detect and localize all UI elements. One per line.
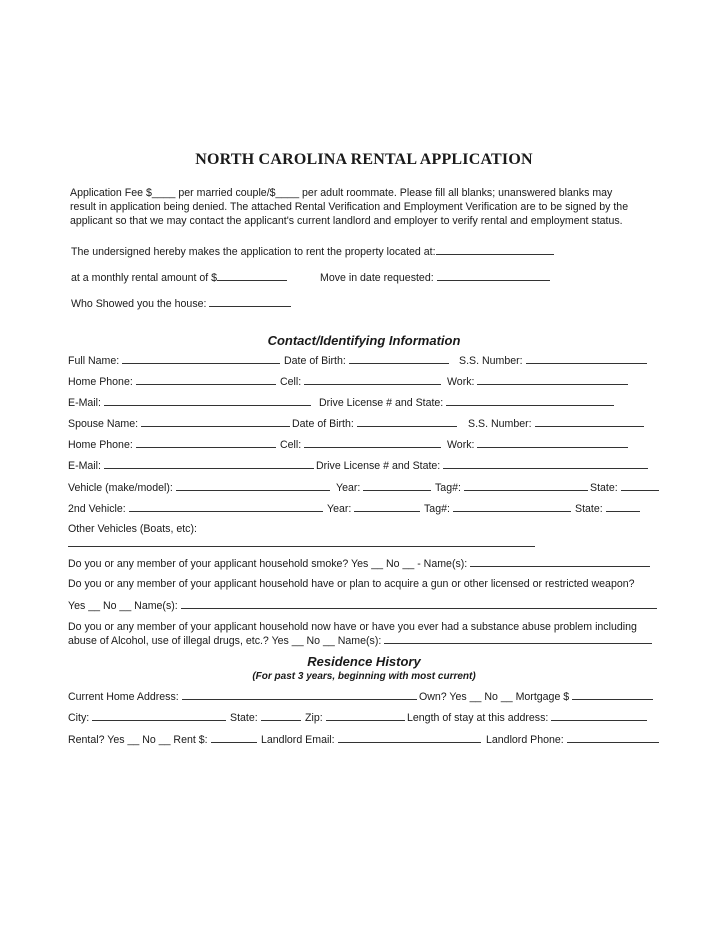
spouse-dob-row	[292, 417, 457, 431]
spouse-work-field[interactable]	[477, 438, 628, 448]
property-location-label: The undersigned hereby makes the application to rent the property located at:	[71, 246, 436, 258]
spouse-cell-label: Cell:	[280, 439, 302, 451]
spouse-ssn-row	[468, 417, 644, 431]
spouse-home-phone-row	[68, 438, 276, 452]
drive-license-field[interactable]	[446, 396, 614, 406]
who-showed-row	[71, 297, 291, 311]
who-showed-label: Who Showed you the house:	[71, 298, 207, 310]
cell-row	[280, 375, 441, 389]
second-vehicle-tag-label: Tag#:	[424, 503, 450, 515]
work-field[interactable]	[477, 375, 628, 385]
city-field[interactable]	[92, 711, 226, 721]
second-vehicle-state-label: State:	[575, 503, 603, 515]
intro-line-2: result in application being denied. The attached Rental Verification and Employment Verification are to be signed by the	[70, 201, 629, 213]
monthly-rent-label: at a monthly rental amount of $	[71, 272, 218, 284]
intro-line-3: applicant so that we may contact the applicant's current landlord and employer to verify rental and employment status.	[70, 215, 623, 227]
spouse-email-label: E-Mail:	[68, 460, 101, 472]
full-name-field[interactable]	[122, 354, 280, 364]
state-row	[230, 711, 301, 725]
rental-row	[68, 733, 257, 747]
dob-row	[284, 354, 449, 368]
city-label: City:	[68, 712, 90, 724]
vehicle-state-row	[590, 481, 659, 495]
landlord-phone-label: Landlord Phone:	[486, 734, 564, 746]
second-vehicle-year-row	[327, 502, 420, 516]
landlord-email-label: Landlord Email:	[261, 734, 335, 746]
gun-answer-label: Yes __ No __ Name(s):	[68, 600, 178, 612]
email-field[interactable]	[104, 396, 311, 406]
vehicle-row	[68, 481, 330, 495]
contact-heading: Contact/Identifying Information	[267, 333, 461, 348]
vehicle-state-label: State:	[590, 482, 618, 494]
other-vehicles-row	[68, 523, 197, 536]
state-field[interactable]	[261, 711, 301, 721]
spouse-email-row	[68, 459, 314, 473]
property-location-field[interactable]	[436, 245, 554, 255]
intro-paragraph	[70, 186, 670, 228]
vehicle-state-field[interactable]	[621, 481, 659, 491]
spouse-dob-field[interactable]	[357, 417, 457, 427]
email-row	[68, 396, 311, 410]
gun-question: Do you or any member of your applicant household have or plan to acquire a gun or other licensed or restricted weapon?	[68, 578, 635, 590]
drive-license-row	[319, 396, 614, 410]
current-address-row	[68, 690, 417, 704]
second-vehicle-year-field[interactable]	[354, 502, 420, 512]
own-label: Own? Yes __ No __ Mortgage $	[419, 691, 570, 703]
length-of-stay-row	[407, 711, 647, 725]
spouse-drive-license-row	[316, 459, 648, 473]
work-label: Work:	[447, 376, 475, 388]
substance-names-field[interactable]	[384, 634, 652, 644]
residence-subheading: (For past 3 years, beginning with most current)	[252, 671, 476, 682]
own-row	[419, 690, 653, 704]
landlord-phone-row	[486, 733, 659, 747]
dob-label: Date of Birth:	[284, 355, 346, 367]
zip-label: Zip:	[305, 712, 323, 724]
home-phone-field[interactable]	[136, 375, 276, 385]
ssn-label: S.S. Number:	[459, 355, 523, 367]
second-vehicle-year-label: Year:	[327, 503, 352, 515]
rental-label: Rental? Yes __ No __ Rent $:	[68, 734, 208, 746]
second-vehicle-label: 2nd Vehicle:	[68, 503, 126, 515]
vehicle-tag-row	[435, 481, 588, 495]
substance-question-line-1: Do you or any member of your applicant household now have or have you ever had a substance abuse problem including	[68, 621, 637, 633]
intro-line-1: Application Fee $____ per married couple/$____ per adult roommate. Please fill all blanks; unanswered blanks may	[70, 187, 613, 199]
spouse-cell-field[interactable]	[304, 438, 441, 448]
length-of-stay-field[interactable]	[551, 711, 647, 721]
vehicle-field[interactable]	[176, 481, 330, 491]
drive-license-label: Drive License # and State:	[319, 397, 444, 409]
full-name-label: Full Name:	[68, 355, 120, 367]
vehicle-label: Vehicle (make/model):	[68, 482, 173, 494]
spouse-ssn-field[interactable]	[535, 417, 644, 427]
spouse-cell-row	[280, 438, 441, 452]
other-vehicles-field[interactable]	[68, 546, 535, 547]
property-location-row	[71, 245, 554, 259]
rent-field[interactable]	[211, 733, 257, 743]
second-vehicle-row	[68, 502, 323, 516]
vehicle-year-row	[336, 481, 431, 495]
second-vehicle-field[interactable]	[129, 502, 323, 512]
vehicle-year-field[interactable]	[363, 481, 431, 491]
who-showed-field[interactable]	[209, 297, 291, 307]
gun-answer-row	[68, 599, 657, 613]
zip-field[interactable]	[326, 711, 405, 721]
substance-row	[68, 634, 652, 648]
spouse-email-field[interactable]	[104, 459, 314, 469]
ssn-field[interactable]	[526, 354, 647, 364]
landlord-email-row	[261, 733, 481, 747]
spouse-dob-label: Date of Birth:	[292, 418, 354, 430]
cell-field[interactable]	[304, 375, 441, 385]
gun-names-field[interactable]	[181, 599, 657, 609]
second-vehicle-tag-row	[424, 502, 571, 516]
spouse-home-phone-label: Home Phone:	[68, 439, 133, 451]
move-in-label: Move in date requested:	[320, 272, 434, 284]
move-in-row	[320, 271, 550, 285]
smoke-row	[68, 557, 650, 571]
spouse-drive-license-field[interactable]	[443, 459, 648, 469]
spouse-name-row	[68, 417, 290, 431]
second-vehicle-tag-field[interactable]	[453, 502, 571, 512]
city-row	[68, 711, 226, 725]
smoke-question: Do you or any member of your applicant household smoke? Yes __ No __ - Name(s):	[68, 558, 468, 570]
move-in-field[interactable]	[437, 271, 550, 281]
spouse-drive-license-label: Drive License # and State:	[316, 460, 441, 472]
landlord-email-field[interactable]	[338, 733, 481, 743]
ssn-row	[459, 354, 647, 368]
spouse-ssn-label: S.S. Number:	[468, 418, 532, 430]
spouse-name-field[interactable]	[141, 417, 290, 427]
dob-field[interactable]	[349, 354, 449, 364]
full-name-row	[68, 354, 280, 368]
spouse-work-row	[447, 438, 628, 452]
landlord-phone-field[interactable]	[567, 733, 659, 743]
other-vehicles-label: Other Vehicles (Boats, etc):	[68, 523, 197, 535]
vehicle-tag-label: Tag#:	[435, 482, 461, 494]
spouse-home-phone-field[interactable]	[136, 438, 276, 448]
substance-question-line-2: abuse of Alcohol, use of illegal drugs, etc.? Yes __ No __ Name(s):	[68, 635, 382, 647]
second-vehicle-state-row	[575, 502, 640, 516]
residence-heading: Residence History	[307, 654, 421, 669]
vehicle-year-label: Year:	[336, 482, 361, 494]
spouse-work-label: Work:	[447, 439, 475, 451]
second-vehicle-state-field[interactable]	[606, 502, 640, 512]
length-of-stay-label: Length of stay at this address:	[407, 712, 549, 724]
document-title: NORTH CAROLINA RENTAL APPLICATION	[195, 151, 533, 168]
monthly-rent-field[interactable]	[217, 271, 287, 281]
smoke-names-field[interactable]	[470, 557, 650, 567]
home-phone-row	[68, 375, 276, 389]
spouse-name-label: Spouse Name:	[68, 418, 139, 430]
cell-label: Cell:	[280, 376, 302, 388]
vehicle-tag-field[interactable]	[464, 481, 588, 491]
work-row	[447, 375, 628, 389]
zip-row	[305, 711, 405, 725]
mortgage-field[interactable]	[572, 690, 653, 700]
email-label: E-Mail:	[68, 397, 101, 409]
current-address-field[interactable]	[182, 690, 417, 700]
current-address-label: Current Home Address:	[68, 691, 179, 703]
state-label: State:	[230, 712, 258, 724]
home-phone-label: Home Phone:	[68, 376, 133, 388]
monthly-rent-row	[71, 271, 287, 285]
